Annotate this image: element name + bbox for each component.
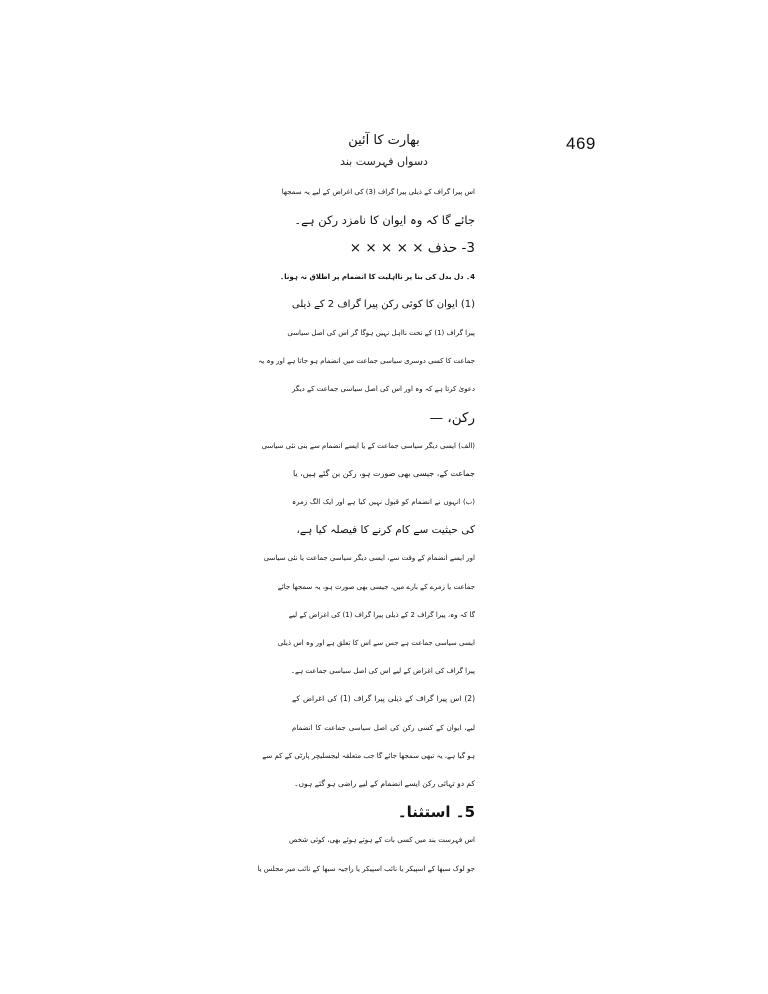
running-header-title: بھارت کا آئین xyxy=(348,133,420,148)
text-line: جو لوک سبھا کے اسپیکر یا نائب اسپیکر یا راجیہ سبھا کے نائب میر مجلس یا xyxy=(257,864,475,873)
text-line: (1) ایوان کا کوئی رکن پیرا گراف 2 کے ذیلی xyxy=(291,298,475,310)
running-header-subtitle: دسواں فہرست بند xyxy=(340,155,428,168)
text-line: (ب) انہوں نے انضمام کو قبول نہیں کیا ہے اور ایک الگ زمرہ xyxy=(292,498,475,507)
text-line: (2) اس پیرا گراف کے ذیلی پیرا گراف (1) کی اغراض کے xyxy=(292,694,475,704)
text-line: ہو گیا ہے، یہ تبھی سمجھا جائے گا جب متعلقہ لیجسلیچر پارٹی کے کم سے xyxy=(262,751,475,760)
text-line: کم دو تہائی رکن ایسے انضمام کے لیے راضی ہو گئے ہوں۔ xyxy=(294,778,475,788)
text-line: پیرا گراف کی اغراض کے لیے اس کی اصل سیاسی جماعت ہے۔ xyxy=(290,667,475,676)
body-text xyxy=(257,178,475,883)
section-heading-5: 5۔ استثنا۔ xyxy=(397,803,475,822)
text-line: پیرا گراف (1) کے تحت نااہل نہیں ہوگا گر اس کی اصل سیاسی xyxy=(287,328,475,337)
text-line: جماعت کے، جیسی بھی صورت ہو، رکن بن گئے ہیں، یا xyxy=(292,468,475,478)
text-line: کی حیثیت سے کام کرنے کا فیصلہ کیا ہے، xyxy=(296,524,475,537)
text-line: رکن، — xyxy=(429,409,475,426)
text-line: ایسی سیاسی جماعت ہے جس سے اس کا تعلق ہے اور وہ اس ذیلی xyxy=(277,639,475,647)
text-line: گا کہ وہ، پیرا گراف 2 کے ذیلی پیرا گراف (1) کی اغراض کے لیے xyxy=(288,610,475,619)
text-line: لیے، ایوان کے کسی رکن کی اصل سیاسی جماعت کا انضمام xyxy=(292,723,475,732)
text-line: دعویٰ کرتا ہے کہ وہ اور اس کی اصل سیاسی جماعت کے دیگر xyxy=(292,385,475,394)
text-line: اور ایسے انضمام کے وقت سے، ایسی دیگر سیاسی جماعت یا نئی سیاسی xyxy=(263,554,475,563)
text-line: جماعت کا کسی دوسری سیاسی جماعت میں انضمام ہو جاتا ہے اور وہ یہ xyxy=(258,357,475,366)
text-line: جائے گا کہ وہ ایوان کا نامزد رکن ہے۔ xyxy=(294,213,475,228)
text-line: جماعت یا زمرے کے بارے میں، جیسی بھی صورت ہو، یہ سمجھا جائے xyxy=(277,582,475,591)
deleted-paragraph-line: 3- حذف × × × × × xyxy=(349,240,475,257)
text-line: اس پیرا گراف کے ذیلی پیرا گراف (3) کی اغراض کے لیے یہ سمجھا xyxy=(281,188,475,196)
page-number: 469 xyxy=(566,134,596,153)
text-line: اس فہرست بند میں کسی بات کے ہوتے ہوئے بھی، کوئی شخص xyxy=(289,836,475,845)
section-heading-4: 4۔ دل بدل کی بنا پر نااہلیت کا انضمام پر اطلاق نہ ہونا۔ xyxy=(280,272,475,281)
text-line: (الف) ایسی دیگر سیاسی جماعت کے یا ایسے انضمام سے بنی نئی سیاسی xyxy=(261,441,475,450)
